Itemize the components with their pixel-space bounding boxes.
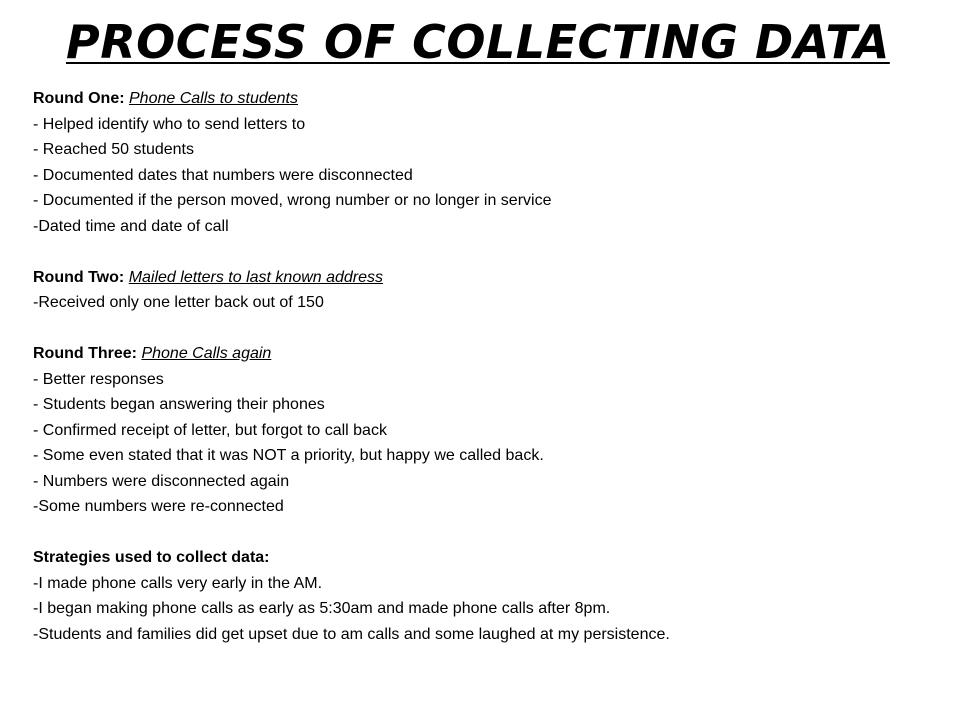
- list-item: - Numbers were disconnected again: [33, 472, 290, 490]
- list-item: - Students began answering their phones: [33, 396, 325, 413]
- list-item: -I began making phone calls as early as 5:30am and made phone calls after 8pm.: [33, 600, 611, 617]
- list-item: -I made phone calls very early in the AM.: [33, 574, 323, 592]
- round-two-subtitle: Mailed letters to last known address: [128, 268, 384, 286]
- list-item: - Documented if the person moved, wrong number or no longer in service: [33, 192, 552, 209]
- list-item: - Confirmed receipt of letter, but forgot to call back: [33, 421, 387, 439]
- round-one-subtitle: Phone Calls to students: [129, 90, 298, 107]
- list-item: -Dated time and date of call: [33, 217, 229, 235]
- spacer: [33, 316, 933, 342]
- round-two-heading: Round Two:: [33, 268, 125, 286]
- round-three-subtitle: Phone Calls again: [141, 345, 272, 362]
- list-item: -Some numbers were re-connected: [33, 498, 284, 515]
- list-item: - Reached 50 students: [33, 141, 194, 158]
- list-item: -Received only one letter back out of 150: [33, 294, 324, 311]
- list-item: - Helped identify who to send letters to: [33, 115, 306, 133]
- slide-title: PROCESS OF COLLECTING DATA: [66, 15, 890, 69]
- list-item: - Documented dates that numbers were disconnected: [33, 166, 413, 184]
- list-item: -Students and families did get upset due to am calls and some laughed at my persistence.: [33, 625, 670, 643]
- round-three-heading: Round Three:: [33, 345, 137, 362]
- round-three-header: [33, 341, 933, 367]
- slide-body: [33, 86, 933, 647]
- list-item: - Some even stated that it was NOT a priority, but happy we called back.: [33, 447, 544, 464]
- round-two-header: [33, 265, 933, 291]
- round-one-header: [33, 86, 933, 112]
- spacer: [33, 520, 933, 546]
- strategies-heading: Strategies used to collect data:: [33, 549, 270, 566]
- list-item: - Better responses: [33, 370, 164, 388]
- round-one-heading: Round One:: [33, 90, 125, 107]
- spacer: [33, 239, 933, 265]
